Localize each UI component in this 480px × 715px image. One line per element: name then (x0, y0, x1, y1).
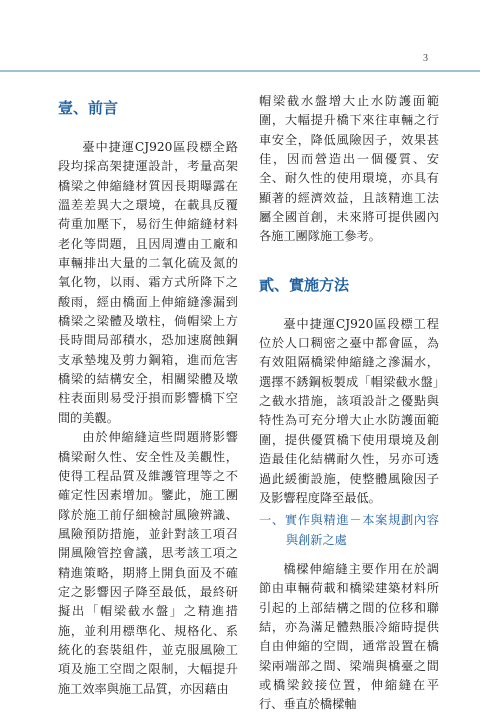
section-heading-method: 貳、實施方法 (259, 275, 350, 294)
intro-paragraph-continued: 帽梁截水盤增大止水防護面範圍，大幅提升橋下來往車輛之行車安全，降低風險因子，效果甚佳，因而營造出一個優質、安全、耐久性的使用環境，亦具有顯著的經濟效益，且該精進工法屬全國首創，未來將可提供國內各施工團隊施工參考。 (259, 94, 439, 244)
section-heading-intro: 壹、前言 (58, 99, 119, 117)
right-column (259, 92, 439, 715)
method-paragraph-1: 臺中捷運CJ920區段標工程位於人口稠密之臺中都會區，為有效阻隔橋梁伸縮縫之滲漏水，選擇不銹鋼板製成「帽梁截水盤」之截水措施，該項設計之優點與特性為可充分增大止水防護面範圍，提供優質橋下使用環境及創造最佳化結構耐久性，另亦可透過此緩衝設施，使整體風險因子及影響程度降至最低。 (259, 316, 439, 505)
header-rule (0, 70, 480, 72)
page-number: 3 (423, 53, 428, 64)
intro-paragraph-1: 臺中捷運CJ920區段標全路段均採高架捷運設計，考量高架橋梁之伸縮縫材質因長期曝露在溫差差異大之環境，在載具反覆荷重加壓下，易衍生伸縮縫材料老化等問題，且因周遭由工廠和車輛排出大量的二氧化硫及氮的氧化物，以雨、霜方式所降下之酸雨，經由橋面上伸縮縫滲漏到橋梁之梁體及墩柱，倘帽梁上方長時間局部積水，恐加速腐蝕鋼支承墊塊及剪力鋼箱，進而危害橋梁的結構安全，相關梁體及墩柱表面則易受汙損而影響橋下空間的美觀。 (58, 140, 238, 425)
intro-paragraph-2: 由於伸縮縫這些問題將影響橋梁耐久性、安全性及美觀性，使得工程品質及維護管理等之不確定性因素增加。鑒此，施工團隊於施工前仔細檢討風險辨識、風險預防措施，並針對該工項召開風險管控會議，思考該工項之精進策略，期將上開負面及不確定之影響因子降至最低，最終研擬出「帽梁截水盤」之精進措施，並利用標準化、規格化、系統化的套裝組件，並克服風險工項及施工空間之限制，大幅提升施工效率與施工品質，亦因藉由 (58, 430, 238, 696)
subsection-paragraph-1: 橋樑伸縮縫主要作用在於調節由車輛荷載和橋梁建築材料所引起的上部結構之間的位移和聯結，亦為滿足體熱脹冷縮時提供自由伸縮的空間，通常設置在橋梁兩端部之間、梁端與橋臺之間或橋梁鉸接位置，伸縮縫在平行、垂直於橋樑軸 (259, 561, 439, 712)
left-column (58, 92, 238, 699)
subsection-heading: 一、實作與精進－本案規劃內容與創新之處 (259, 513, 439, 547)
